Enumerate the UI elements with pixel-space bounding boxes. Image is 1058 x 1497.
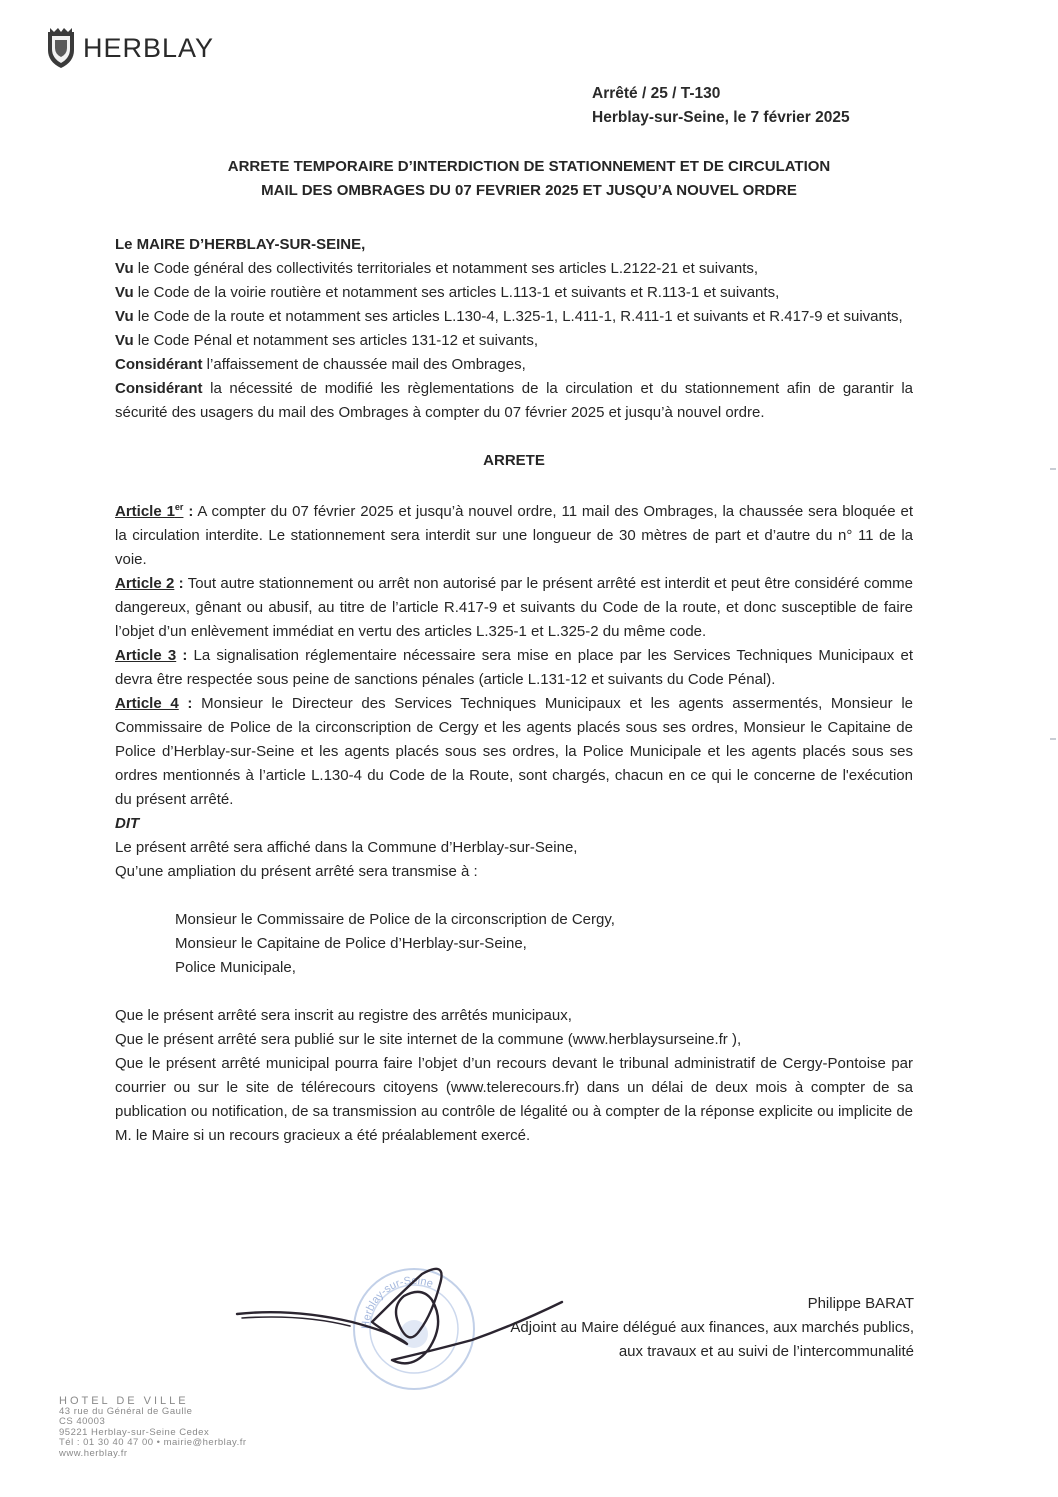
article-3: Article 3 : La signalisation réglementaire nécessaire sera mise en place par les Services Techniques Municipaux et devra être respectée sous peine de sanctions pénales (article L.131-12 et suivants du Code Pénal).	[115, 647, 913, 688]
recipient-item: Police Municipale,	[175, 959, 296, 976]
dit-line-2: Qu’une ampliation du présent arrêté sera transmise à :	[115, 863, 478, 880]
preamble-item: Vu le Code général des collectivités territoriales et notamment ses articles L.2122-21 et suivants,	[115, 260, 759, 277]
closing-line-1: Que le présent arrêté sera inscrit au registre des arrêtés municipaux,	[115, 1007, 572, 1024]
footer-city: 95221 Herblay-sur-Seine Cedex	[59, 1426, 210, 1438]
preamble-item: Vu le Code de la route et notamment ses articles L.130-4, L.325-1, L.411-1, R.411-1 et suivants et R.417-9 et suivants,	[115, 308, 903, 325]
dit-line-1: Le présent arrêté sera affiché dans la Commune d’Herblay-sur-Seine,	[115, 839, 578, 856]
footer-website: www.herblay.fr	[59, 1447, 128, 1459]
signer-name: Philippe BARAT	[807, 1295, 914, 1312]
place-date: Herblay-sur-Seine, le 7 février 2025	[592, 109, 850, 126]
signer-title-1: Adjoint au Maire délégué aux finances, aux marchés publics,	[510, 1319, 914, 1336]
signer-block	[510, 1292, 914, 1364]
footer-address	[59, 1396, 247, 1459]
preamble-heading: Le MAIRE D’HERBLAY-SUR-SEINE,	[115, 236, 366, 253]
decision-heading: ARRETE	[483, 452, 545, 469]
title-line-1: ARRETE TEMPORAIRE D’INTERDICTION DE STATIONNEMENT ET DE CIRCULATION	[227, 158, 831, 175]
preamble-item: Vu le Code de la voirie routière et notamment ses articles L.113-1 et suivants et R.113-1 et suivants,	[115, 284, 780, 301]
closing-line-2: Que le présent arrêté sera publié sur le site internet de la commune (www.herblaysurseine.fr ),	[115, 1031, 742, 1048]
footer-hotel: HOTEL DE VILLE	[59, 1395, 189, 1407]
preamble-item: Considérant la nécessité de modifié les règlementations de la circulation et du stationnement afin de garantir la sécurité des usagers du mail des Ombrages à compter du 07 février 2025 et jusqu’à nouvel ordre.	[115, 380, 913, 421]
article-4: Article 4 : Monsieur le Directeur des Services Techniques Municipaux et les agents assermentés, Monsieur le Commissaire de Police de la circonscription de Cergy et les agents placés sous ses ordres, Monsieur le Capitaine de Police d’Herblay-sur-Seine et les agents placés sous ses ordres, la Police Municipale et les agents placés sous ses ordres mentionnés à l’article L.130-4 du Code de la Route, sont chargés, chacun en ce qui le concerne de l'exécution du présent arrêté.	[115, 695, 913, 808]
recipients-list	[115, 908, 913, 980]
title-line-2: MAIL DES OMBRAGES DU 07 FEVRIER 2025 ET JUSQU’A NOUVEL ORDRE	[261, 182, 797, 199]
decree-body	[115, 233, 913, 1148]
preamble-item: Vu le Code Pénal et notamment ses articles 131-12 et suivants,	[115, 332, 539, 349]
recipient-item: Monsieur le Commissaire de Police de la circonscription de Cergy,	[175, 911, 615, 928]
city-crest-icon	[44, 26, 78, 70]
recipient-item: Monsieur le Capitaine de Police d’Herblay-sur-Seine,	[175, 935, 527, 952]
preamble-item: Considérant l’affaissement de chaussée mail des Ombrages,	[115, 356, 526, 373]
stamp-text: Herblay-sur-Seine	[359, 1274, 435, 1330]
article-1: Article 1er : A compter du 07 février 2025 et jusqu’à nouvel ordre, 11 mail des Ombrages, la chaussée sera bloquée et la circulation interdite. Le stationnement sera interdit sur une longueur de 30 mètres de part et d’autre du n° 11 de la voie.	[115, 502, 913, 568]
scan-edge-mark	[1050, 468, 1056, 470]
closing-line-3: Que le présent arrêté municipal pourra faire l’objet d’un recours devant le tribunal administratif de Cergy-Pontoise par courrier ou sur le site de télérecours citoyens (www.telerecours.fr) dans un délai de deux mois à compter de sa publication ou notification, de sa transmission au contrôle de légalité ou à compter de la réponse explicite ou implicite de M. le Maire si un recours gracieux a été préalablement exercé.	[115, 1055, 913, 1144]
decree-number: Arrêté / 25 / T-130	[592, 85, 721, 102]
decree-reference	[592, 82, 850, 130]
signer-title-2: aux travaux et au suivi de l’intercommunalité	[618, 1343, 914, 1360]
footer-street: 43 rue du Général de Gaulle	[59, 1405, 193, 1417]
dit-label: DIT	[115, 815, 140, 832]
article-2: Article 2 : Tout autre stationnement ou arrêt non autorisé par le présent arrêté est interdit et peut être considéré comme dangereux, gênant ou abusif, au titre de l’article R.417-9 et suivants du Code de la route, et donc susceptible de faire l’objet d’un enlèvement immédiat en vertu des articles L.325-1 et L.325-2 du même code.	[115, 575, 913, 640]
scan-edge-mark	[1050, 738, 1056, 740]
decree-title	[0, 155, 1058, 203]
footer-cs: CS 40003	[59, 1416, 106, 1427]
footer-contact: Tél : 01 30 40 47 00 • mairie@herblay.fr	[59, 1437, 247, 1448]
brand-name: HERBLAY	[83, 32, 215, 63]
header-logo	[44, 26, 214, 70]
